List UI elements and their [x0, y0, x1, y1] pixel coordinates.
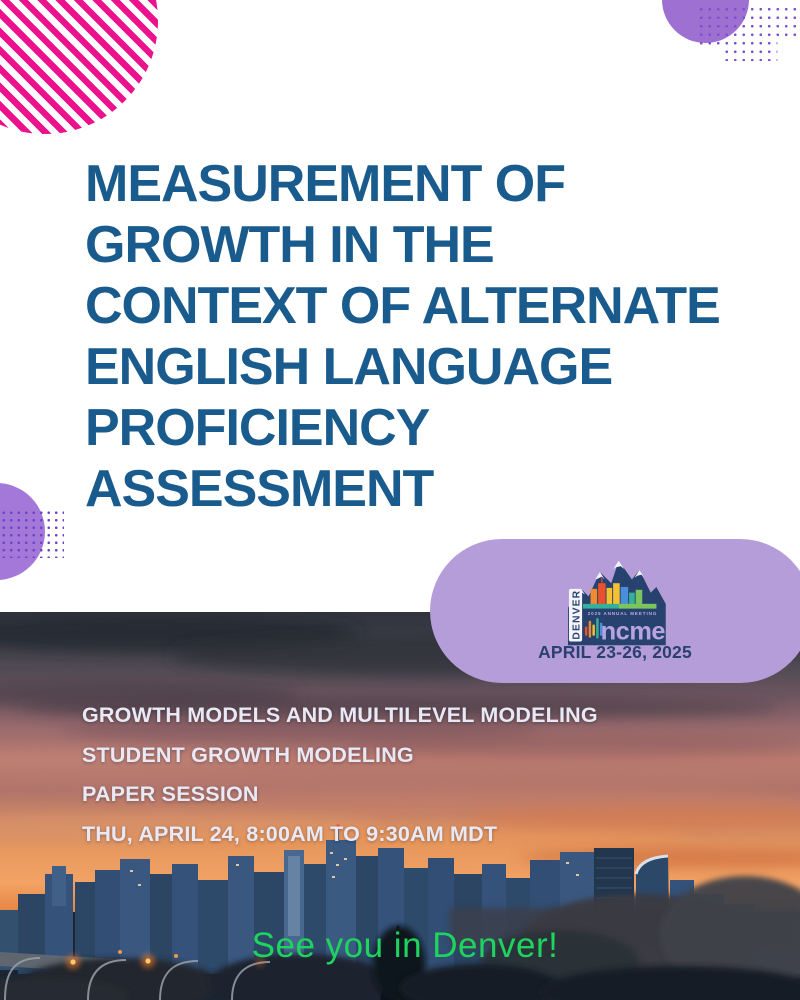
footer-message: See you in Denver!: [251, 926, 559, 965]
session-track: GROWTH MODELS AND MULTILEVEL MODELING: [82, 703, 598, 727]
title-line: GROWTH IN THE: [85, 216, 494, 274]
dot-grid-decoration-left: [0, 509, 64, 558]
session-datetime: THU, APRIL 24, 8:00AM TO 9:30AM MDT: [82, 821, 498, 846]
conference-dates: APRIL 23-26, 2025: [538, 642, 692, 662]
title-line: ASSESSMENT: [85, 460, 434, 518]
logo-org-name: ncme: [600, 617, 666, 646]
logo-meeting-line: 2025 ANNUAL MEETING: [587, 611, 658, 617]
ncme-logo-card: [430, 539, 800, 683]
logo-city-vertical: DENVER: [571, 589, 583, 640]
title-line: PROFICIENCY: [85, 399, 430, 457]
title-line: CONTEXT OF ALTERNATE: [85, 277, 720, 335]
dot-grid-decoration-top-right: [697, 5, 800, 61]
session-info: [82, 696, 598, 854]
title-line: ENGLISH LANGUAGE: [85, 338, 613, 396]
ncme-logo: [558, 555, 672, 649]
session-topic: STUDENT GROWTH MODELING: [82, 742, 414, 767]
striped-circle-decoration: [0, 0, 158, 134]
session-type: PAPER SESSION: [82, 782, 259, 806]
session-title: [85, 154, 755, 520]
title-line: MEASUREMENT OF: [85, 155, 565, 213]
